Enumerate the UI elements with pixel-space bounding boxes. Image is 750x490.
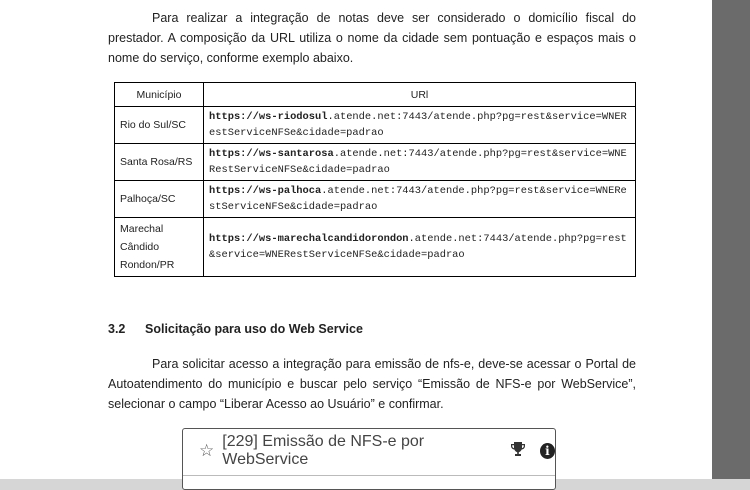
viewer-side-panel	[712, 0, 750, 479]
service-title-bar	[183, 433, 555, 468]
intro-text: Para realizar a integração de notas deve ser considerado o domicílio fiscal do prestador. A composição da URL utiliza o nome da cidade sem pontuação e espaços mais o nome do serviço, conforme exemplo abaixo.	[108, 11, 636, 65]
url-suffix: .atende.net:7443/atende.php?pg=rest&service=WNERestServiceNFSe&cidade=padrao	[209, 111, 627, 139]
municipio-cell: Marechal Cândido Rondon/PR	[115, 218, 204, 277]
url-city: marechalcandidorondon	[277, 233, 409, 245]
intro-paragraph	[108, 8, 636, 68]
info-icon: i	[540, 443, 555, 459]
url-table	[114, 82, 636, 277]
star-outline-icon: ☆	[199, 441, 215, 460]
url-suffix: .atende.net:7443/atende.php?pg=rest&service=WNERestServiceNFSe&cidade=padrao	[209, 233, 627, 261]
section-title: Solicitação para uso do Web Service	[145, 322, 363, 336]
table-row	[115, 181, 636, 218]
body-text: Para solicitar acesso a integração para emissão de nfs-e, deve-se acessar o Portal de Autoatendimento do município e buscar pelo serviço “Emissão de NFS-e por WebService”, selecionar o campo “Liberar Acesso ao Usuário” e confirmar.	[108, 357, 636, 411]
url-cell	[204, 181, 636, 218]
header-url: URl	[204, 83, 636, 107]
url-prefix: https://ws-	[209, 148, 278, 160]
table-row	[115, 218, 636, 277]
divider	[183, 475, 555, 476]
url-cell	[204, 218, 636, 277]
service-title: [229] Emissão de NFS-e por WebService	[222, 433, 425, 468]
table-row	[115, 144, 636, 181]
municipio-cell: Santa Rosa/RS	[115, 144, 204, 181]
header-municipio: Município	[115, 83, 204, 107]
url-prefix: https://ws-	[209, 233, 278, 245]
url-suffix: .atende.net:7443/atende.php?pg=rest&service=WNERestServiceNFSe&cidade=padrao	[209, 148, 627, 176]
body-paragraph	[108, 354, 636, 414]
url-city: palhoca	[277, 185, 322, 197]
municipio-cell: Rio do Sul/SC	[115, 107, 204, 144]
url-prefix: https://ws-	[209, 111, 278, 123]
municipio-cell: Palhoça/SC	[115, 181, 204, 218]
url-suffix: .atende.net:7443/atende.php?pg=rest&service=WNERestServiceNFSe&cidade=padrao	[209, 185, 627, 213]
url-city: riodosul	[277, 111, 328, 123]
service-screenshot	[182, 428, 556, 490]
url-cell	[204, 107, 636, 144]
section-number: 3.2	[108, 322, 126, 336]
table-header-row	[115, 83, 636, 107]
url-cell	[204, 144, 636, 181]
url-city: santarosa	[277, 148, 334, 160]
table-row	[115, 107, 636, 144]
section-heading	[108, 322, 363, 336]
trophy-icon	[510, 441, 526, 461]
url-prefix: https://ws-	[209, 185, 278, 197]
